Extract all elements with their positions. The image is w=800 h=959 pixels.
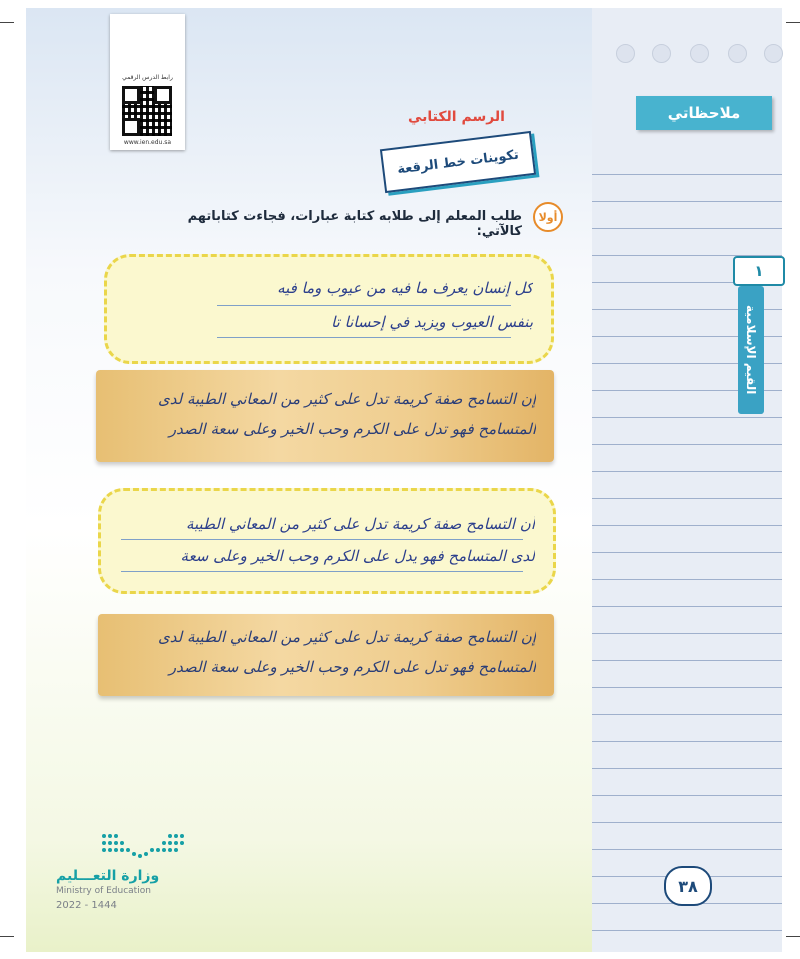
notes-column xyxy=(592,8,782,952)
crop-mark xyxy=(786,22,800,23)
ministry-name-en: Ministry of Education xyxy=(56,886,151,896)
binder-hole xyxy=(690,44,709,63)
crop-mark xyxy=(0,936,14,937)
edition-year: 2022 - 1444 xyxy=(56,900,117,911)
unit-number: ١ xyxy=(733,256,785,286)
binder-hole xyxy=(616,44,635,63)
qr-finder xyxy=(122,86,140,104)
qr-url[interactable]: www.ien.edu.sa xyxy=(123,139,172,146)
notes-label: ملاحظاتي xyxy=(636,96,772,130)
binder-hole xyxy=(764,44,783,63)
handwriting-sample-1 xyxy=(104,254,554,364)
crop-mark xyxy=(786,936,800,937)
sample-line: المتسامح فهو تدل على الكرم وحب الخير وعلى سعة الصدر xyxy=(168,658,536,676)
page-number: ٣٨ xyxy=(664,866,712,906)
underline xyxy=(217,305,511,306)
binder-hole xyxy=(728,44,747,63)
section-title: الرسم الكتابي xyxy=(408,109,505,125)
handwriting-sample-4 xyxy=(98,614,554,696)
first-badge: أولا xyxy=(533,202,563,232)
handwriting-sample-3 xyxy=(98,488,556,594)
sample-line: بنفس العيوب ويزيد في إحسانا تا xyxy=(331,313,533,331)
instruction-text: طلب المعلم إلى طلابه كتابة عبارات، فجاءت كتاباتهم كالآتي: xyxy=(187,209,522,239)
underline xyxy=(121,539,523,540)
binder-hole xyxy=(652,44,671,63)
ministry-logo-icon xyxy=(100,830,192,860)
underline xyxy=(121,571,523,572)
ministry-name-ar: وزارة التعـــليم xyxy=(56,868,160,884)
underline xyxy=(217,337,511,338)
sample-line: كل إنسان يعرف ما فيه من عيوب وما فيه xyxy=(277,279,533,297)
unit-title-tab[interactable]: القيم الإسلامية xyxy=(738,286,764,414)
qr-caption: رابط الدرس الرقمي xyxy=(122,74,173,81)
sample-line: إن التسامح صفة كريمة تدل على كثير من المعاني الطيبة لدى xyxy=(158,390,536,408)
handwriting-sample-2 xyxy=(96,370,554,462)
crop-mark xyxy=(0,22,14,23)
sample-line: المتسامح فهو تدل على الكرم وحب الخير وعلى سعة الصدر xyxy=(168,420,536,438)
qr-card[interactable] xyxy=(110,14,185,150)
sample-line: أن التسامح صفة كريمة تدل على كثير من المعاني الطيبة xyxy=(185,515,535,533)
sample-line: لدى المتسامح فهو يدل على الكرم وحب الخير وعلى سعة xyxy=(180,547,535,565)
lesson-subtitle-card: تكوينات خط الرقعة xyxy=(380,131,536,193)
sample-line: إن التسامح صفة كريمة تدل على كثير من المعاني الطيبة لدى xyxy=(158,628,536,646)
qr-finder xyxy=(154,86,172,104)
qr-finder xyxy=(122,118,140,136)
